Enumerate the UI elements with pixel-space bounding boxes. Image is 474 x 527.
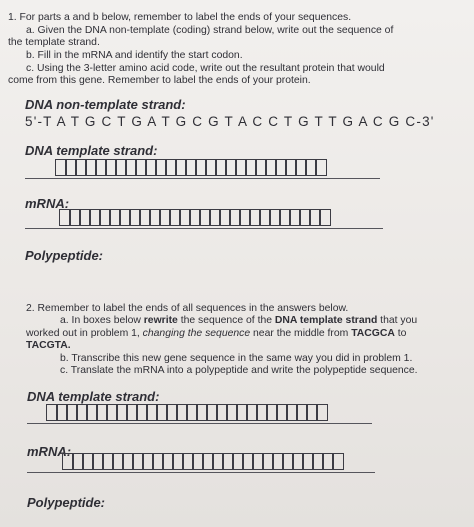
non-template-heading: DNA non-template strand: [25,97,186,112]
mrna-answer-boxes-2[interactable] [62,453,342,470]
template-answer-line-1 [25,178,380,179]
problem1-part-c-line2: come from this gene. Remember to label the ends of your protein. [8,75,311,86]
mrna-answer-line-2 [27,472,375,473]
non-template-sequence: 5'-T A T G C T G A T G C G T A C C T G T T G A C G C-3' [25,114,435,129]
problem2-part-b: b. Transcribe this new gene sequence in the same way you did in problem 1. [60,353,413,364]
answer-box[interactable] [332,453,344,470]
problem2-part-c: c. Translate the mRNA into a polypeptide and write the polypeptide sequence. [60,365,418,376]
problem2-part-a-line3: TACGTA. [26,340,71,351]
mrna-heading-2: mRNA: [27,444,72,459]
problem2-part-a-line1: a. In boxes below rewrite the sequence of the DNA template strand that you [60,315,418,326]
template-strand-heading-1: DNA template strand: [25,143,158,158]
mrna-heading-1: mRNA: [25,196,70,211]
mrna-answer-boxes-1[interactable] [59,209,329,226]
polypeptide-heading-1: Polypeptide: [25,248,104,263]
answer-box[interactable] [315,159,327,176]
problem1-intro: 1. For parts a and b below, remember to label the ends of your sequences. [8,12,352,23]
mrna-answer-line-1 [25,228,383,229]
answer-box[interactable] [319,209,331,226]
template-strand-answer-boxes-2[interactable] [46,404,326,421]
answer-box[interactable] [316,404,328,421]
problem1-part-b: b. Fill in the mRNA and identify the start codon. [26,50,243,61]
problem2-intro: 2. Remember to label the ends of all sequences in the answers below. [26,303,349,314]
problem1-part-a-line1: a. Given the DNA non-template (coding) strand below, write out the sequence of [26,25,394,36]
template-strand-answer-boxes-1[interactable] [55,159,325,176]
template-answer-line-2 [27,423,372,424]
template-strand-heading-2: DNA template strand: [27,389,160,404]
problem2-part-a-line2: worked out in problem 1, changing the sequence near the middle from TACGCA to [26,328,407,339]
problem1-part-a-line2: the template strand. [8,37,100,48]
problem1-part-c-line1: c. Using the 3-letter amino acid code, write out the resultant protein that would [26,63,385,74]
polypeptide-heading-2: Polypeptide: [27,495,106,510]
